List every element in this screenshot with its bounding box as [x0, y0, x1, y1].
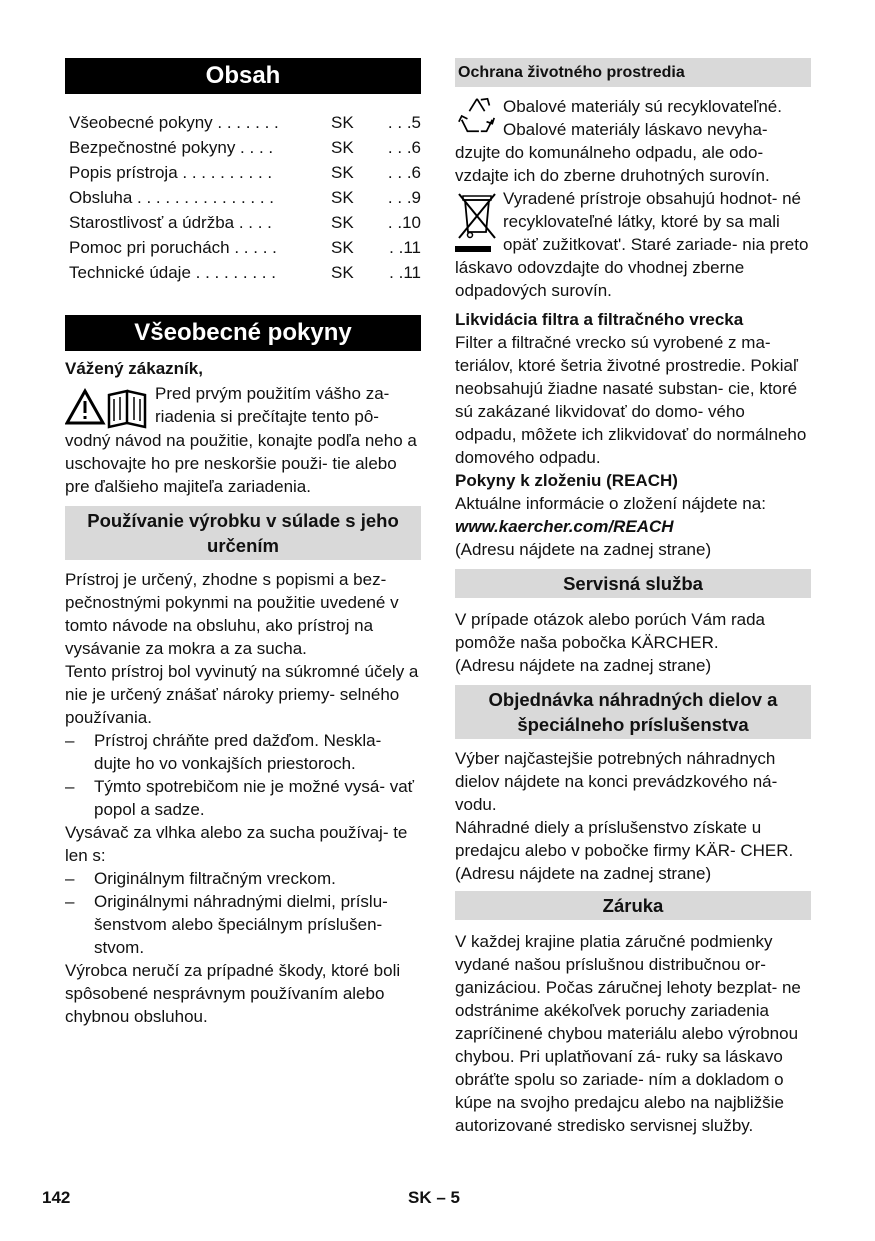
- parts-paragraph: Výber najčastejšie potrebných náhradnych dielov nájdete na konci prevádzkového ná- vodu.: [455, 749, 778, 814]
- dear-customer: Vážený zákazník,: [65, 359, 203, 378]
- toc-row[interactable]: [65, 210, 421, 235]
- general-intro-text: Pred prvým použitím vášho za- riadenia si prečítajte tento pô-: [155, 384, 390, 426]
- warning-manual-icon: [65, 385, 151, 429]
- proper-use-paragraph: Výrobca neručí za prípadné škody, ktoré boli spôsobené nesprávnym používaním alebo chybnou obsluhou.: [65, 961, 401, 1026]
- toc-page: . .10: [387, 213, 421, 232]
- env-paragraph: Vyradené prístroje obsahujú hodnot- né recyklovateľné látky, ktoré by sa mali opäť zužitkovat'. Staré zariade- nia preto láskavo odovzdajte do vhodnej zberne odpadových surovín.: [455, 189, 809, 300]
- parts-heading: Objednávka náhradných dielov a špeciálneho príslušenstva: [455, 685, 811, 739]
- list-item: – Prístroj chráňte pred dažďom. Neskla- dujte ho vo vonkajších priestoroch.: [65, 729, 421, 775]
- filter-paragraph: Filter a filtračné vrecko sú vyrobené z ma- teriálov, ktoré šetria životné prostredie. Pokiaľ neobsahujú žiadne nasaté substan- cie, ktoré sú zakázané likvidovať do domo- vého odpadu, môžete ich zlikvidovať do normálneho domového odpadu.: [455, 333, 807, 467]
- recycling-icon: [455, 95, 499, 137]
- warranty-paragraph: V každej krajine platia záručné podmienky vydané našou príslušnou distribučnou or- ganizáciou. Počas záručnej lehoty bezplat- ne odstránime akékoľvek poruchy zariadenia zapríčinené chybou materiálu alebo výrobnou chybou. Pri uplatňovaní zá- ruky sa láskavo obráťte spolu so zariade- ním a dokladom o kúpe na svojho predajcu alebo na najbližšie autorizované stredisko servisnej služby.: [455, 932, 801, 1135]
- toc-page: . . .6: [387, 138, 421, 157]
- toc-heading: Obsah: [65, 58, 421, 94]
- proper-use-heading: Používanie výrobku v súlade s jeho určením: [65, 506, 421, 560]
- env-paragraph: Obalové materiály sú recyklovateľné. Obalové materiály láskavo nevyha- dzujte do komunálneho odpadu, ale odo- vzdajte ich do zberne druhotných surovín.: [455, 97, 782, 185]
- toc-row[interactable]: [65, 135, 421, 160]
- service-address-note: (Adresu nájdete na zadnej strane): [455, 656, 712, 675]
- list-item: – Týmto spotrebičom nie je možné vysá- vať popol a sadze.: [65, 775, 421, 821]
- toc-title: Bezpečnostné pokyny . . . .: [69, 138, 274, 157]
- warning-block: [65, 382, 421, 498]
- section-label: SK – 5: [408, 1188, 460, 1207]
- reach-link[interactable]: www.kaercher.com/REACH: [455, 517, 674, 536]
- weee-bin-icon: [455, 190, 499, 254]
- toc-page: . . .9: [387, 188, 421, 207]
- toc-title: Všeobecné pokyny . . . . . . .: [69, 113, 279, 132]
- toc-page: . . .6: [387, 163, 421, 182]
- reach-address-note: (Adresu nájdete na zadnej strane): [455, 540, 712, 559]
- proper-use-paragraph: Tento prístroj bol vyvinutý na súkromné účely a nie je určený znášať nároky priemy- selného používania.: [65, 662, 419, 727]
- toc-row[interactable]: [65, 235, 421, 260]
- toc-title: Starostlivosť a údržba . . . .: [69, 213, 272, 232]
- toc-title: Obsluha . . . . . . . . . . . . . . .: [69, 188, 275, 207]
- service-heading: Servisná služba: [455, 569, 811, 598]
- left-column: [65, 58, 421, 1028]
- toc-page: . . .5: [387, 113, 421, 132]
- toc-lang: SK: [331, 188, 354, 207]
- toc-lang: SK: [331, 238, 354, 257]
- parts-address-note: (Adresu nájdete na zadnej strane): [455, 864, 712, 883]
- list-item: – Originálnymi náhradnými dielmi, príslu- šenstvom alebo špeciálnym príslušen- stvom.: [65, 890, 421, 959]
- filter-heading: Likvidácia filtra a filtračného vrecka: [455, 310, 744, 329]
- toc-row[interactable]: [65, 185, 421, 210]
- toc-page: . .11: [389, 238, 421, 257]
- weee-block: [455, 187, 811, 302]
- recycling-block: [455, 95, 811, 187]
- toc-title: Popis prístroja . . . . . . . . . .: [69, 163, 273, 182]
- parts-paragraph: Náhradné diely a príslušenstvo získate u predajcu alebo v pobočke firmy KÄR- CHER.: [455, 818, 794, 860]
- environment-heading: Ochrana životného prostredia: [455, 58, 811, 87]
- toc-row[interactable]: [65, 260, 421, 285]
- list-item: – Originálnym filtračným vreckom.: [65, 867, 421, 890]
- proper-use-paragraph: Prístroj je určený, zhodne s popismi a bez- pečnostnými pokynmi na použitie uvedené v tomto návode na obsluhu, ako prístroj na vysávanie za mokra a za sucha.: [65, 570, 399, 658]
- toc-lang: SK: [331, 263, 354, 282]
- toc-lang: SK: [331, 113, 354, 132]
- table-of-contents: [65, 110, 421, 285]
- page-number: 142: [42, 1188, 71, 1207]
- toc-lang: SK: [331, 138, 354, 157]
- toc-page: . .11: [389, 263, 421, 282]
- warranty-heading: Záruka: [455, 891, 811, 920]
- toc-lang: SK: [331, 163, 354, 182]
- reach-paragraph: Aktuálne informácie o zložení nájdete na:: [455, 494, 766, 513]
- general-intro-rest: vodný návod na použitie, konajte podľa neho a uschovajte ho pre neskoršie použi- tie alebo pre ďalšieho majiteľa zariadenia.: [65, 431, 417, 496]
- general-heading: Všeobecné pokyny: [65, 315, 421, 351]
- service-paragraph: V prípade otázok alebo porúch Vám rada pomôže naša pobočka KÄRCHER.: [455, 610, 765, 652]
- right-column: [455, 58, 811, 1137]
- proper-use-paragraph: Vysávač za vlhka alebo za sucha používaj- te len s:: [65, 823, 408, 865]
- toc-row[interactable]: [65, 160, 421, 185]
- toc-lang: SK: [331, 213, 354, 232]
- toc-row[interactable]: [65, 110, 421, 135]
- toc-title: Pomoc pri poruchách . . . . .: [69, 238, 277, 257]
- reach-heading: Pokyny k zloženiu (REACH): [455, 471, 678, 490]
- toc-title: Technické údaje . . . . . . . . .: [69, 263, 276, 282]
